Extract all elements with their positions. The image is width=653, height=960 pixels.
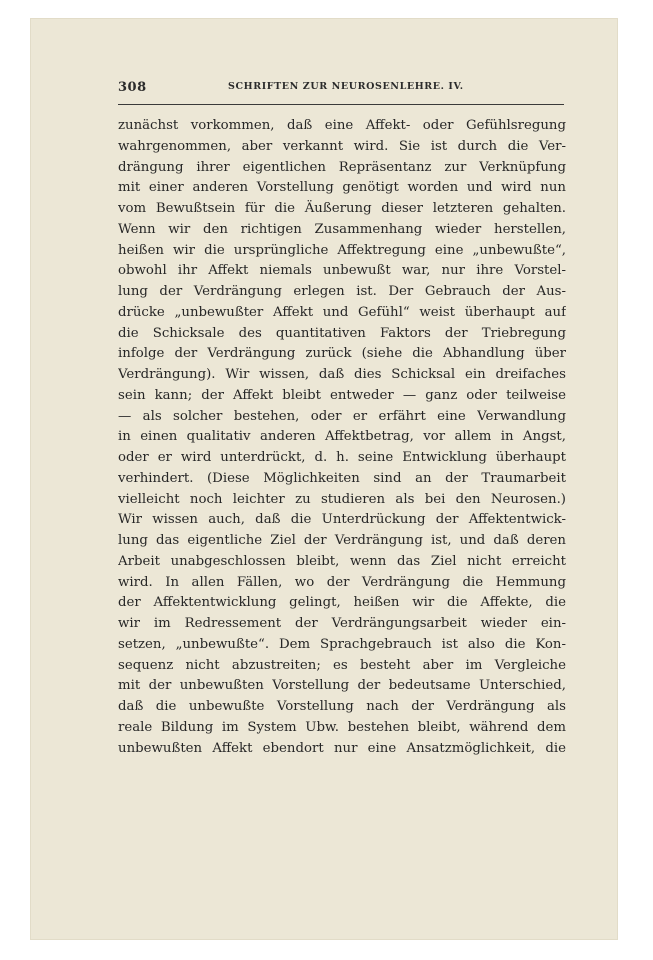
text-line: heißen wir die ursprüngliche Affektregung eine „unbewußte“, [118, 242, 566, 258]
text-line: mit einer anderen Vorstellung genötigt worden und wird nun [118, 180, 566, 196]
text-line: lung der Verdrängung erlegen ist. Der Gebrauch der Aus- [118, 284, 566, 299]
body-text [118, 116, 566, 759]
text-line: Wir wissen auch, daß die Unterdrückung der Affektentwick- [118, 512, 566, 528]
text-line: Wenn wir den richtigen Zusammenhang wieder herstellen, [118, 221, 566, 237]
text-line: verhindert. (Diese Möglichkeiten sind an der Traumarbeit [118, 470, 566, 486]
text-line: obwohl ihr Affekt niemals unbewußt war, nur ihre Vorstel- [118, 263, 566, 279]
text-line: vielleicht noch leichter zu studieren als bei den Neurosen.) [118, 491, 566, 507]
text-line: unbewußten Affekt ebendort nur eine Ansatzmöglichkeit, die [118, 740, 566, 756]
text-line: wir im Redressement der Verdrängungsarbeit wieder ein- [118, 616, 566, 631]
text-line: drücke „unbewußter Affekt und Gefühl“ weist überhaupt auf [118, 304, 566, 320]
text-line: lung das eigentliche Ziel der Verdrängung ist, und daß deren [118, 533, 566, 548]
text-line: zunächst vorkommen, daß eine Affekt- oder Gefühlsregung [118, 118, 566, 133]
text-line: daß die unbewußte Vorstellung nach der Verdrängung als [118, 699, 566, 714]
text-line: mit der unbewußten Vorstellung der bedeutsame Unterschied, [118, 678, 566, 694]
text-line: drängung ihrer eigentlichen Repräsentanz zur Verknüpfung [118, 159, 566, 175]
text-line: die Schicksale des quantitativen Faktors der Triebregung [118, 325, 566, 341]
text-line: Arbeit unabgeschlossen bleibt, wenn das Ziel nicht erreicht [118, 553, 566, 569]
text-line: infolge der Verdrängung zurück (siehe die Abhandlung über [118, 346, 566, 362]
text-line: vom Bewußtsein für die Äußerung dieser letzteren gehalten. [118, 201, 566, 216]
page-number: 308 [118, 80, 147, 95]
text-line: oder er wird unterdrückt, d. h. seine Entwicklung überhaupt [118, 450, 566, 465]
text-line: — als solcher bestehen, oder er erfährt eine Verwandlung [118, 408, 566, 424]
text-line: sein kann; der Affekt bleibt entweder — ganz oder teilweise [118, 387, 566, 403]
text-line: in einen qualitativ anderen Affektbetrag, vor allem in Angst, [118, 429, 566, 445]
page-header [118, 80, 564, 105]
running-head: SCHRIFTEN ZUR NEUROSENLEHRE. IV. [228, 81, 464, 92]
text-line: setzen, „unbewußte“. Dem Sprachgebrauch ist also die Kon- [118, 636, 566, 652]
text-line: wahrgenommen, aber verkannt wird. Sie ist durch die Ver- [118, 138, 566, 154]
text-line: der Affektentwicklung gelingt, heißen wir die Affekte, die [118, 595, 566, 611]
text-line: reale Bildung im System Ubw. bestehen bleibt, während dem [118, 719, 566, 735]
text-line: wird. In allen Fällen, wo der Verdrängung die Hemmung [118, 574, 566, 590]
text-line: sequenz nicht abzustreiten; es besteht aber im Vergleiche [118, 657, 566, 673]
text-line: Verdrängung). Wir wissen, daß dies Schicksal ein dreifaches [118, 367, 566, 382]
